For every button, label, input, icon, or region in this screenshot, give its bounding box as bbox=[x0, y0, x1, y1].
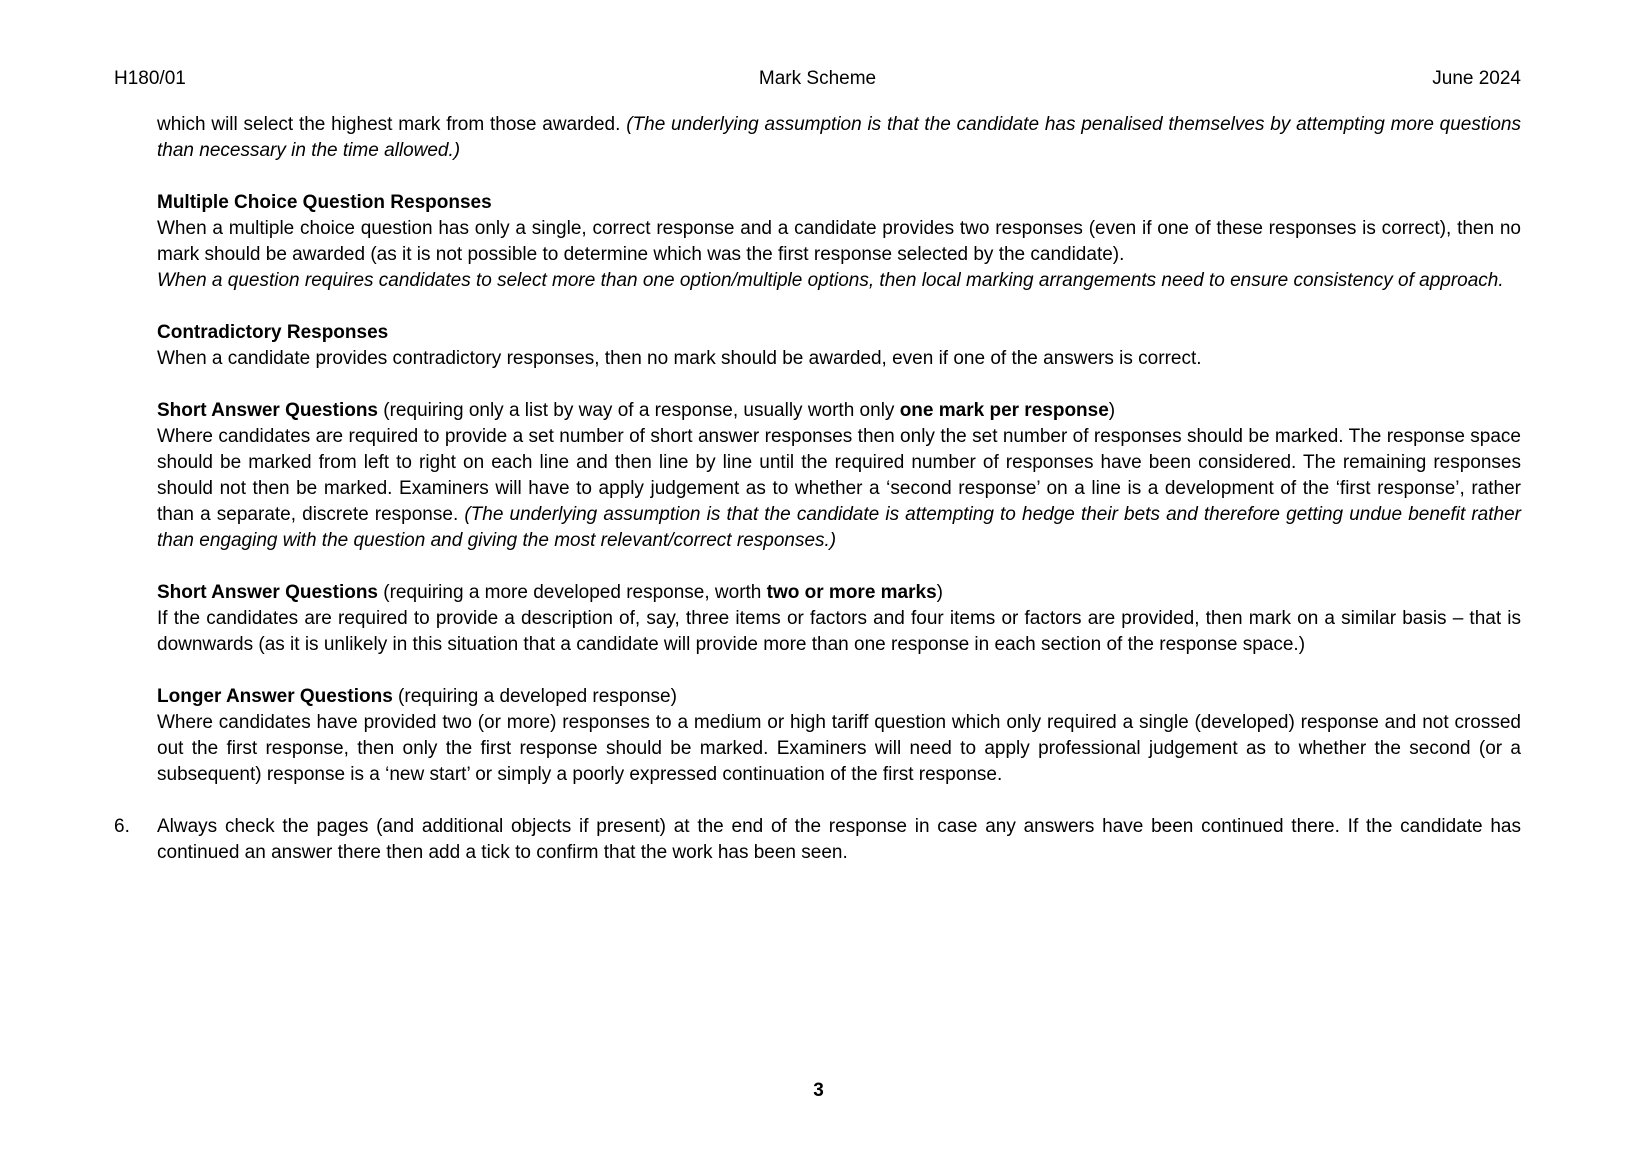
page-content bbox=[114, 112, 1521, 866]
section-paragraph: Where candidates have provided two (or more) responses to a medium or high tariff question which only required a single (developed) response and not crossed out the first response, then only the first response should be marked. Examiners will need to apply professional judgement as to whether the second (or a subsequent) response is a ‘new start’ or simply a poorly expressed continuation of the first response. bbox=[157, 712, 1521, 785]
page-header bbox=[114, 66, 1521, 92]
section-longer-answer bbox=[157, 684, 1521, 788]
intro-paragraph: which will select the highest mark from those awarded. (The underlying assumption is that the candidate has penalised themselves by attempting more questions than necessary in the time allowed.) bbox=[157, 114, 1521, 161]
section-multiple-choice bbox=[157, 190, 1521, 294]
header-document-title: Mark Scheme bbox=[758, 68, 877, 89]
section-short-answer-list bbox=[157, 398, 1521, 554]
section-paragraph: Where candidates are required to provide a set number of short answer responses then only the set number of responses should be marked. The response space should be marked from left to right on each line and then line by line until the required number of responses have been considered. The remaining responses should not then be marked. Examiners will have to apply judgement as to whether a ‘second response’ on a line is a development of the ‘first response’, rather than a separate, discrete response. (The underlying assumption is that the candidate is attempting to hedge their bets and therefore getting undue benefit rather than engaging with the question and giving the most relevant/correct responses.) bbox=[157, 426, 1521, 551]
page-footer bbox=[0, 1078, 1637, 1104]
section-heading: Contradictory Responses bbox=[157, 322, 389, 343]
item-text: Always check the pages (and additional objects if present) at the end of the response in case any answers have been continued there. If the candidate has continued an answer there then add a tick to confirm that the work has been seen. bbox=[157, 816, 1521, 863]
section-heading: Longer Answer Questions (requiring a developed response) bbox=[157, 686, 677, 707]
section-heading: Multiple Choice Question Responses bbox=[157, 192, 492, 213]
section-heading: Short Answer Questions (requiring a more developed response, worth two or more marks) bbox=[157, 582, 943, 603]
section-paragraph: When a question requires candidates to select more than one option/multiple options, then local marking arrangements need to ensure consistency of approach. bbox=[157, 270, 1504, 291]
item-number: 6. bbox=[114, 816, 130, 837]
section-short-answer-developed bbox=[157, 580, 1521, 658]
section-paragraph: If the candidates are required to provide a description of, say, three items or factors and four items or factors are provided, then mark on a similar basis – that is downwards (as it is unlikely in this situation that a candidate will provide more than one response in each section of the response space.) bbox=[157, 608, 1521, 655]
numbered-item-6 bbox=[114, 814, 1521, 866]
page-number: 3 bbox=[813, 1080, 824, 1101]
header-paper-code: H180/01 bbox=[114, 68, 186, 89]
section-contradictory bbox=[157, 320, 1521, 372]
section-heading: Short Answer Questions (requiring only a list by way of a response, usually worth only one mark per response) bbox=[157, 400, 1116, 421]
section-paragraph: When a multiple choice question has only a single, correct response and a candidate provides two responses (even if one of these responses is correct), then no mark should be awarded (as it is not possible to determine which was the first response selected by the candidate). bbox=[157, 218, 1521, 265]
section-paragraph: When a candidate provides contradictory responses, then no mark should be awarded, even if one of the answers is correct. bbox=[157, 348, 1202, 369]
header-session-date: June 2024 bbox=[1432, 68, 1521, 89]
